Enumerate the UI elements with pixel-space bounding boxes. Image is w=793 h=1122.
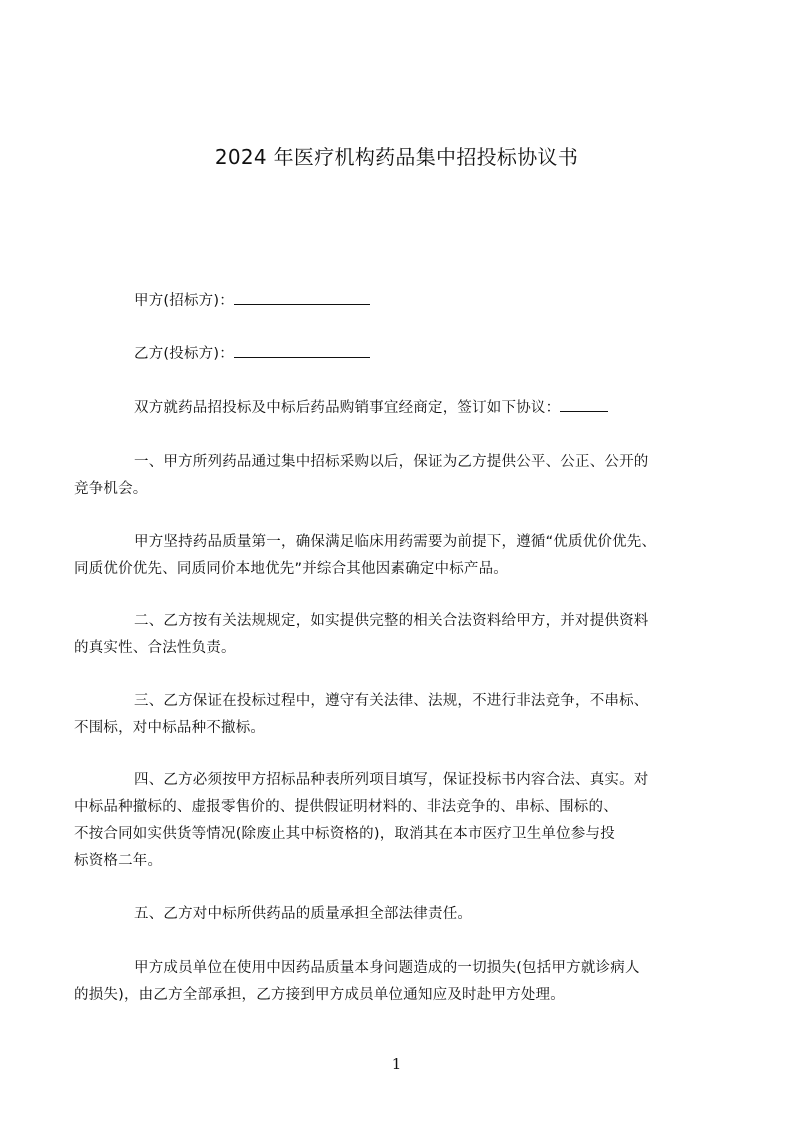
party-a-blank [234, 290, 370, 305]
clause-2-line-1: 二、乙方按有关法规规定，如实提供完整的相关合法资料给甲方，并对提供资料 [134, 613, 649, 629]
clause-4 [74, 767, 704, 875]
clause-4-line-3: 不按合同如实供货等情况(除废止其中标资格的)，取消其在本市医疗卫生单位参与投 [74, 826, 615, 842]
clause-4-line-2: 中标品种撤标的、虚报零售价的、提供假证明材料的、非法竞争的、串标、围标的、 [74, 799, 618, 815]
intro-blank [560, 397, 608, 412]
party-b-label: 乙方(投标方)： [134, 346, 234, 362]
party-a-line [104, 288, 704, 315]
intro-paragraph [104, 395, 704, 422]
clause-2 [74, 608, 704, 662]
document-title: 2024 年医疗机构药品集中招投标协议书 [214, 145, 579, 169]
page-number: 1 [391, 1055, 402, 1073]
party-a-label: 甲方(招标方)： [134, 293, 234, 309]
clause-3-line-1: 三、乙方保证在投标过程中，遵守有关法律、法规，不进行非法竞争，不串标、 [134, 693, 649, 709]
clause-4-line-4: 标资格二年。 [74, 853, 163, 869]
intro-text: 双方就药品招投标及中标后药品购销事宜经商定，签订如下协议： [134, 400, 561, 416]
clause-1 [74, 449, 704, 503]
party-b-line [104, 341, 704, 368]
clause-3 [74, 688, 704, 742]
clause-5-liability [74, 955, 704, 1009]
clause-5-text: 五、乙方对中标所供药品的质量承担全部法律责任。 [134, 906, 473, 922]
clause-5 [104, 901, 704, 928]
clause-1-line-1: 一、甲方所列药品通过集中招标采购以后，保证为乙方提供公平、公正、公开的 [134, 454, 649, 470]
clause-1-quality-line-1: 甲方坚持药品质量第一，确保满足临床用药需要为前提下，遵循“优质优价优先、 [134, 534, 657, 550]
clause-1-line-2: 竞争机会。 [74, 481, 148, 497]
clause-4-line-1: 四、乙方必须按甲方招标品种表所列项目填写，保证投标书内容合法、真实。对 [134, 772, 649, 788]
clause-2-line-2: 的真实性、合法性负责。 [74, 640, 236, 656]
party-b-blank [234, 343, 370, 358]
clause-5-liability-line-1: 甲方成员单位在使用中因药品质量本身问题造成的一切损失(包括甲方就诊病人 [134, 960, 640, 976]
clause-5-liability-line-2: 的损失)，由乙方全部承担，乙方接到甲方成员单位通知应及时赴甲方处理。 [74, 987, 565, 1003]
clause-3-line-2: 不围标，对中标品种不撤标。 [74, 720, 266, 736]
clause-1-quality-line-2: 同质优价优先、同质同价本地优先”并综合其他因素确定中标产品。 [74, 561, 509, 577]
clause-1-quality [74, 529, 704, 583]
